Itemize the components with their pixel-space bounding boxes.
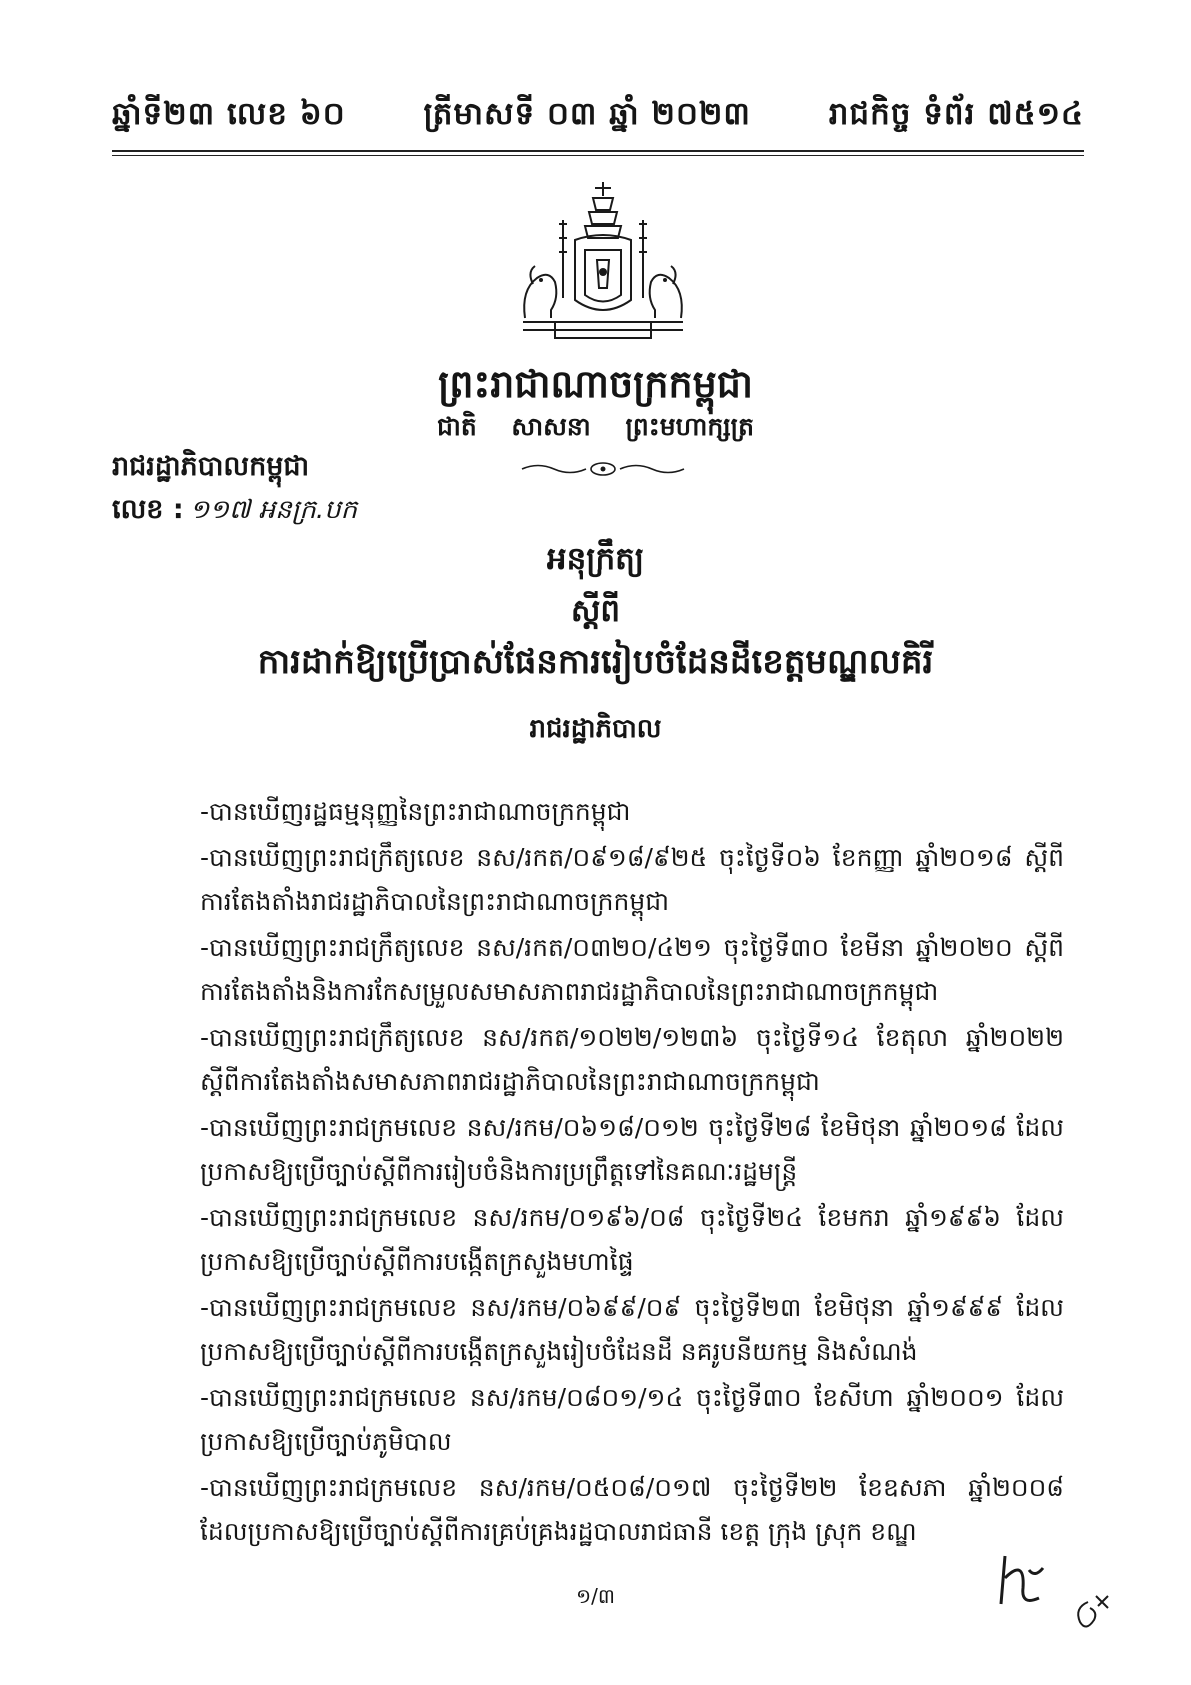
list-item: -បានឃើញព្រះរាជក្រមលេខ នស/រកម/០៥០៨/០១៧ ចុះថ្ងៃទី២២ ខែឧសភា ឆ្នាំ២០០៨ ដែលប្រកាសឱ្យប្រើច្បាប់ស្តីពីការគ្រប់គ្រងរដ្ឋបាលរាជធានី ខេត្ត ក្រុង ស្រុក ខណ្ឌ [200, 1473, 1064, 1546]
document-subject: ការដាក់ឱ្យប្រើប្រាស់ផែនការរៀបចំដែនដីខេត្តមណ្ឌលគិរី [257, 642, 934, 682]
gazette-issue: ឆ្នាំទី២៣ លេខ ៦០ [112, 95, 346, 132]
list-item: -បានឃើញព្រះរាជក្រមលេខ នស/រកម/០១៩៦/០៨ ចុះថ្ងៃទី២៤ ខែមករា ឆ្នាំ១៩៩៦ ដែលប្រកាសឱ្យប្រើច្បាប់ស្តីពីការបង្កើតក្រសួងមហាផ្ទៃ [200, 1203, 1064, 1276]
government-heading: រាជរដ្ឋាភិបាល [529, 714, 662, 744]
handwritten-initial-icon [1072, 1592, 1114, 1638]
list-item: -បានឃើញព្រះរាជក្រឹត្យលេខ នស/រកត/១០២២/១២៣៦ ចុះថ្ងៃទី១៤ ខែតុលា ឆ្នាំ២០២២ ស្តីពីការតែងតាំងសមាសភាពរាជរដ្ឋាភិបាលនៃព្រះរាជាណាចក្រកម្ពុជា [200, 1023, 1064, 1096]
page-number: ១/៣ [576, 1584, 615, 1608]
gazette-quarter: ត្រីមាសទី ០៣ ឆ្នាំ ២០២៣ [423, 95, 751, 132]
list-item: -បានឃើញរដ្ឋធម្មនុញ្ញនៃព្រះរាជាណាចក្រកម្ពុជា [200, 797, 631, 826]
list-item: -បានឃើញព្រះរាជក្រឹត្យលេខ នស/រកត/០៩១៨/៩២៥ ចុះថ្ងៃទី០៦ ខែកញ្ញា ឆ្នាំ២០១៨ ស្តីពីការតែងតាំងរាជរដ្ឋាភិបាលនៃព្រះរាជាណាចក្រកម្ពុជា [200, 843, 1064, 916]
about-label: ស្តីពី [570, 593, 621, 629]
royal-coat-of-arms-icon [515, 180, 691, 342]
gazette-page: រាជកិច្ច ទំព័រ ៧៥១៤ [828, 95, 1084, 132]
list-item: -បានឃើញព្រះរាជក្រឹត្យលេខ នស/រកត/០៣២០/៤២១ ចុះថ្ងៃទី៣០ ខែមីនា ឆ្នាំ២០២០ ស្តីពីការតែងតាំងនិងការកែសម្រួលសមាសភាពរាជរដ្ឋាភិបាលនៃព្រះរាជាណាចក្រកម្ពុជា [200, 933, 1064, 1006]
issuer-name: រាជរដ្ឋាភិបាលកម្ពុជា [112, 451, 310, 482]
list-item: -បានឃើញព្រះរាជក្រមលេខ នស/រកម/០៦១៨/០១២ ចុះថ្ងៃទី២៨ ខែមិថុនា ឆ្នាំ២០១៨ ដែលប្រកាសឱ្យប្រើច្បាប់ស្តីពីការរៀបចំនិងការប្រព្រឹត្តទៅនៃគណៈរដ្ឋមន្ត្រី [200, 1113, 1064, 1186]
handwritten-initial-icon [995, 1548, 1049, 1612]
list-item: -បានឃើញព្រះរាជក្រមលេខ នស/រកម/០៨០១/១៤ ចុះថ្ងៃទី៣០ ខែសីហា ឆ្នាំ២០០១ ដែលប្រកាសឱ្យប្រើច្បាប់ភូមិបាល [200, 1383, 1064, 1456]
decree-number [112, 493, 357, 532]
ornament-divider-icon [518, 460, 688, 478]
national-motto: ជាតិ សាសនា ព្រះមហាក្សត្រ [437, 412, 754, 441]
header-rule-thin [112, 155, 1084, 156]
list-item: -បានឃើញព្រះរាជក្រមលេខ នស/រកម/០៦៩៩/០៩ ចុះថ្ងៃទី២៣ ខែមិថុនា ឆ្នាំ១៩៩៩ ដែលប្រកាសឱ្យប្រើច្បាប់ស្តីពីការបង្កើតក្រសួងរៀបចំដែនដី នគរូបនីយកម្ម និងសំណង់ [200, 1293, 1064, 1366]
preamble-list [200, 790, 1064, 1556]
gazette-header [112, 86, 1084, 148]
document-type: អនុក្រឹត្យ [546, 541, 645, 577]
kingdom-title: ព្រះរាជាណាចក្រកម្ពុជា [438, 362, 753, 406]
decree-number-value: ១១៧ អនក្រ.បក [189, 495, 358, 525]
decree-number-label: លេខ : [112, 494, 184, 525]
header-rule [112, 150, 1084, 152]
